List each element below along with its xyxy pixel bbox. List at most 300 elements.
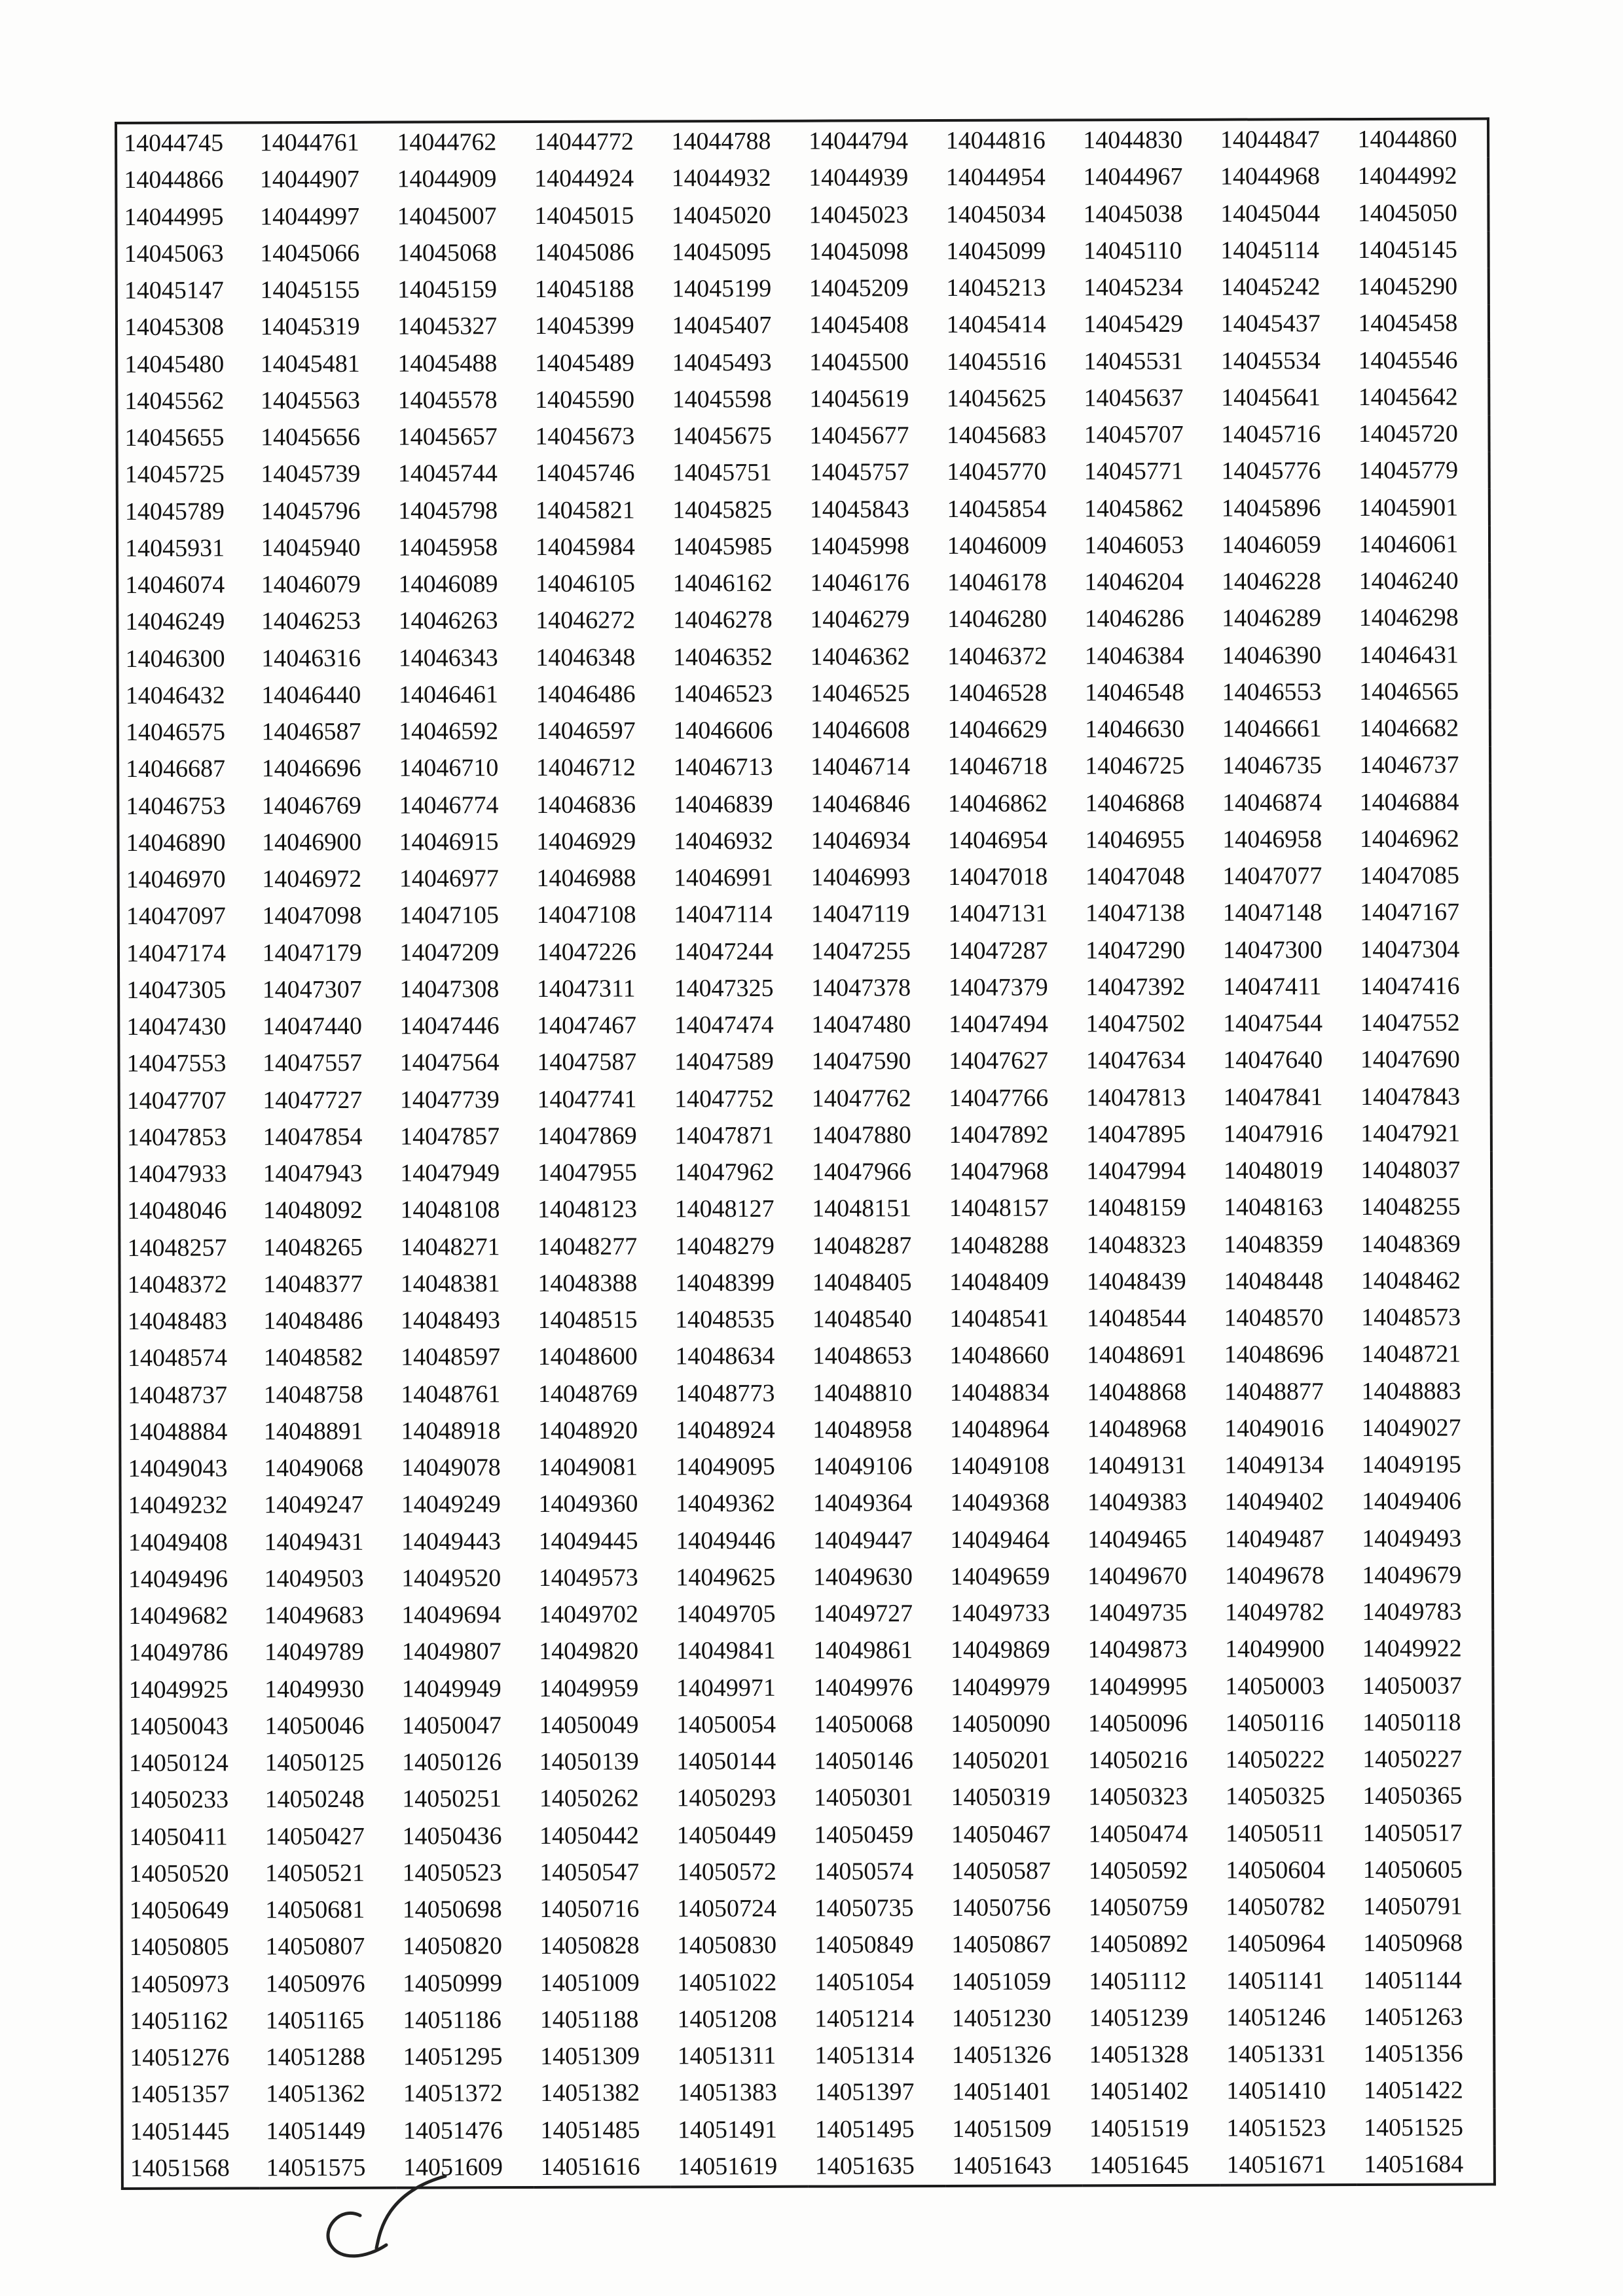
roll-number-cell: 14045625 [946,384,1046,412]
roll-number-cell: 14051519 [1089,2114,1189,2142]
roll-number-cell: 14050126 [401,1748,502,1776]
roll-number-cell: 14045677 [809,422,909,450]
roll-number-cell: 14045500 [809,348,909,376]
roll-number-cell: 14045843 [809,495,909,524]
roll-number-cell: 14048388 [538,1269,638,1297]
roll-number-cell: 14049925 [128,1676,228,1704]
roll-number-cell: 14046884 [1359,788,1459,816]
roll-number-cell: 14050139 [539,1748,639,1776]
roll-number-cell: 14046362 [810,642,910,671]
roll-number-cell: 14047869 [537,1122,637,1150]
roll-number-cell: 14046548 [1084,678,1184,707]
roll-number-cell: 14048277 [538,1232,638,1261]
roll-number-cell: 14051328 [1089,2040,1189,2069]
roll-number-cell: 14049134 [1224,1451,1324,1479]
roll-number-cell: 14048288 [949,1231,1049,1259]
roll-number-cell: 14048737 [128,1381,228,1409]
roll-number-cell: 14046977 [399,865,499,893]
roll-number-cell: 14046839 [673,790,773,818]
roll-number-cell: 14046962 [1359,825,1459,853]
table-row [119,1262,1491,1303]
roll-number-cell: 14051357 [130,2080,230,2109]
table-row [119,967,1491,1009]
table-row [120,1630,1493,1672]
roll-number-cell: 14051230 [951,2004,1051,2032]
roll-number-cell: 14049971 [676,1674,776,1702]
roll-number-cell: 14050681 [265,1895,365,1924]
roll-number-cell: 14045641 [1221,384,1321,412]
table-row [122,1925,1494,1966]
roll-number-cell: 14047892 [949,1121,1049,1149]
roll-number-table [115,117,1496,2190]
roll-number-cell: 14051239 [1089,2003,1189,2032]
roll-number-cell: 14050003 [1225,1672,1325,1700]
roll-number-cell: 14047378 [811,974,911,1002]
roll-number-cell: 14046696 [261,755,361,783]
roll-number-cell: 14050587 [951,1857,1051,1885]
roll-number-cell: 14048265 [263,1233,363,1261]
roll-number-cell: 14048541 [949,1304,1049,1333]
roll-number-cell: 14049027 [1361,1414,1461,1442]
roll-number-cell: 14045209 [809,274,909,302]
roll-number-cell: 14047943 [263,1159,363,1188]
roll-number-cell: 14047968 [949,1157,1049,1186]
roll-number-cell: 14050592 [1088,1856,1188,1885]
roll-number-cell: 14045940 [261,533,361,562]
roll-number-cell: 14048810 [812,1378,913,1407]
roll-number-cell: 14049678 [1224,1562,1324,1590]
table-row [119,857,1491,898]
roll-number-cell: 14045776 [1221,457,1321,486]
roll-number-cell: 14051356 [1363,2039,1463,2068]
roll-number-cell: 14046278 [672,606,773,634]
roll-number-cell: 14045488 [397,349,498,378]
roll-number-cell: 14048369 [1360,1230,1461,1258]
roll-number-cell: 14044997 [259,202,360,230]
roll-number-cell: 14045489 [534,349,635,377]
roll-number-cell: 14048535 [675,1305,775,1334]
roll-number-cell: 14049976 [813,1673,913,1702]
roll-number-cell: 14046714 [811,753,911,781]
roll-number-cell: 14049247 [264,1491,364,1519]
roll-number-cell: 14048769 [538,1380,638,1408]
roll-number-cell: 14048483 [127,1307,227,1336]
roll-number-cell: 14045725 [124,460,225,489]
roll-number-cell: 14045099 [946,237,1046,265]
roll-number-cell: 14045931 [124,534,225,562]
roll-number-cell: 14046565 [1359,677,1459,706]
roll-number-cell: 14044745 [124,129,224,157]
roll-number-cell: 14046525 [810,679,910,708]
roll-number-cell: 14050867 [951,1930,1051,1959]
roll-number-cell: 14050791 [1362,1892,1463,1921]
roll-number-cell: 14050251 [402,1785,502,1813]
table-row [119,1004,1491,1045]
table-row [116,194,1488,236]
roll-number-cell: 14051485 [540,2116,640,2144]
roll-number-cell: 14046253 [261,607,361,636]
roll-number-cell: 14051476 [403,2116,503,2145]
roll-number-cell: 14050118 [1362,1708,1461,1736]
roll-number-cell: 14049465 [1087,1525,1188,1553]
roll-number-cell: 14046954 [947,826,1048,854]
roll-number-cell: 14046009 [947,531,1047,560]
roll-number-cell: 14047430 [126,1013,227,1041]
roll-number-cell: 14048721 [1361,1340,1461,1369]
roll-number-cell: 14046915 [399,827,499,856]
table-row [118,820,1490,861]
roll-number-cell: 14047871 [674,1121,775,1150]
roll-number-cell: 14049443 [401,1527,501,1556]
roll-number-cell: 14045480 [124,350,225,378]
roll-number-cell: 14047440 [262,1012,363,1041]
roll-number-cell: 14045023 [809,200,909,229]
roll-number-cell: 14050756 [951,1893,1051,1922]
roll-number-cell: 14051362 [265,2080,366,2108]
roll-number-cell: 14049959 [539,1674,639,1702]
roll-number-cell: 14045199 [672,274,772,303]
roll-number-cell: 14046988 [536,864,636,893]
roll-number-cell: 14047308 [399,975,500,1003]
roll-number-cell: 14051311 [677,2041,776,2070]
roll-number-cell: 14048123 [537,1195,638,1224]
roll-number-cell: 14044968 [1220,162,1321,191]
roll-number-cell: 14046316 [261,644,361,672]
roll-number-cell: 14047048 [1085,862,1185,891]
roll-number-cell: 14044830 [1083,126,1183,154]
table-row [117,415,1489,456]
roll-number-cell: 14046280 [947,605,1048,634]
roll-number-cell: 14047446 [399,1012,500,1040]
roll-number-cell: 14045213 [946,274,1046,302]
roll-number-cell: 14047097 [126,902,226,931]
roll-number-cell: 14046105 [535,569,636,598]
roll-number-cell: 14049782 [1224,1598,1324,1626]
table-row [122,1998,1494,2039]
roll-number-cell: 14045458 [1358,309,1458,338]
roll-number-cell: 14045437 [1220,310,1321,338]
roll-number-cell: 14051643 [952,2151,1052,2180]
roll-number-cell: 14050248 [264,1785,365,1814]
roll-number-cell: 14045110 [1083,236,1182,265]
roll-number-cell: 14045319 [260,313,360,341]
roll-number-cell: 14049820 [539,1637,639,1666]
roll-number-cell: 14045796 [261,497,361,525]
roll-number-cell: 14046059 [1221,531,1321,559]
roll-number-cell: 14051112 [1089,1967,1187,1995]
roll-number-cell: 14051144 [1363,1966,1462,1994]
table-row [116,158,1488,199]
roll-number-cell: 14051575 [266,2154,366,2182]
roll-number-cell: 14050233 [128,1785,229,1814]
table-row [120,1336,1492,1377]
roll-number-cell: 14044847 [1220,125,1320,154]
roll-number-cell: 14050735 [814,1894,914,1922]
roll-number-cell: 14046440 [261,681,361,709]
roll-number-cell: 14045546 [1358,346,1458,374]
roll-number-cell: 14049841 [676,1637,776,1665]
roll-number-cell: 14046932 [673,827,773,855]
roll-number-cell: 14047226 [536,938,636,966]
roll-number-cell: 14047813 [1085,1083,1186,1111]
roll-number-cell: 14048573 [1361,1303,1461,1332]
roll-number-cell: 14044794 [809,126,909,155]
roll-number-cell: 14051288 [265,2043,365,2072]
roll-number-cell: 14045020 [671,201,771,229]
roll-number-cell: 14047895 [1085,1120,1186,1149]
roll-number-cell: 14045716 [1221,420,1321,448]
table-row [121,1851,1493,1892]
roll-number-cell: 14046461 [398,680,499,709]
roll-number-cell: 14050365 [1362,1782,1463,1810]
roll-number-cell: 14049979 [951,1673,1051,1701]
roll-number-cell: 14049447 [812,1526,913,1554]
roll-number-cell: 14046178 [947,568,1047,597]
table-row [119,1078,1491,1119]
roll-number-cell: 14050449 [676,1821,776,1849]
roll-number-cell: 14049683 [264,1601,364,1630]
roll-number-cell: 14046240 [1359,567,1459,596]
roll-number-cell: 14046352 [672,643,773,671]
roll-number-cell: 14049807 [401,1638,501,1666]
roll-number-cell: 14051186 [403,2005,501,2034]
roll-number-cell: 14047287 [948,937,1048,965]
roll-number-cell: 14044939 [809,164,909,192]
roll-number-cell: 14047627 [949,1047,1049,1075]
table-row [120,1667,1493,1708]
roll-number-cell: 14051059 [951,1967,1051,1996]
roll-number-cell: 14044772 [534,128,634,156]
roll-number-cell: 14048868 [1087,1378,1187,1406]
roll-number-cell: 14045598 [672,385,772,414]
roll-number-cell: 14048448 [1224,1267,1324,1295]
roll-number-cell: 14047553 [126,1049,227,1078]
roll-number-cell: 14045242 [1220,273,1321,301]
roll-number-cell: 14049496 [128,1565,228,1593]
table-row [117,600,1489,641]
roll-number-cell: 14045675 [672,422,772,450]
table-row [122,2109,1495,2150]
table-row [120,1446,1492,1487]
roll-number-cell: 14051619 [678,2153,778,2181]
roll-number-cell: 14046890 [126,829,226,857]
roll-number-cell: 14047307 [262,975,362,1004]
roll-number-cell: 14049659 [950,1562,1050,1590]
roll-number-cell: 14046298 [1359,603,1459,632]
roll-number-cell: 14048761 [401,1380,501,1408]
roll-number-cell: 14045086 [534,238,634,266]
roll-number-cell: 14045399 [534,312,634,340]
roll-number-cell: 14051645 [1089,2151,1190,2179]
roll-number-cell: 14051671 [1226,2151,1326,2179]
roll-number-cell: 14045034 [945,200,1046,228]
roll-number-cell: 14046390 [1222,641,1322,670]
roll-number-cell: 14048409 [949,1268,1049,1296]
roll-number-cell: 14051383 [677,2079,777,2107]
roll-number-cell: 14049446 [676,1526,776,1554]
roll-number-cell: 14046074 [125,571,225,600]
roll-number-cell: 14045901 [1359,493,1459,522]
roll-number-cell: 14050116 [1225,1709,1324,1737]
roll-number-cell: 14047853 [126,1123,227,1151]
roll-number-cell: 14049131 [1087,1451,1187,1480]
roll-number-cell: 14051397 [814,2078,915,2106]
table-row [117,378,1489,420]
roll-number-cell: 14048574 [127,1344,228,1372]
table-row [120,1556,1493,1598]
roll-number-cell: 14049249 [401,1490,501,1518]
roll-number-cell: 14051372 [403,2079,503,2108]
roll-number-cell: 14047325 [674,974,774,1003]
roll-number-cell: 14046289 [1222,604,1322,633]
roll-number-cell: 14047474 [674,1011,774,1039]
roll-number-cell: 14047411 [1222,973,1322,1001]
roll-number-cell: 14050049 [539,1711,639,1739]
roll-number-cell: 14049949 [401,1674,501,1703]
roll-number-cell: 14050547 [539,1858,640,1886]
roll-number-cell: 14051445 [130,2117,230,2145]
roll-number-cell: 14048924 [675,1416,775,1444]
table-row [119,894,1491,935]
roll-number-cell: 14050511 [1225,1819,1324,1848]
roll-number-cell: 14046661 [1222,715,1322,743]
roll-number-cell: 14048696 [1224,1340,1324,1369]
roll-number-cell: 14050037 [1362,1672,1462,1700]
roll-number-cell: 14048834 [949,1378,1049,1407]
roll-number-cell: 14050144 [676,1747,776,1776]
roll-number-cell: 14048127 [674,1195,775,1223]
roll-number-cell: 14051295 [403,2043,503,2071]
roll-number-cell: 14051314 [814,2041,915,2070]
roll-number-cell: 14051402 [1089,2077,1189,2106]
roll-number-cell: 14050572 [676,1857,776,1886]
roll-number-cell: 14050517 [1362,1819,1463,1847]
roll-number-cell: 14047392 [1085,973,1186,1001]
roll-number-cell: 14049900 [1225,1635,1325,1664]
roll-number-cell: 14047305 [126,976,227,1004]
roll-number-cell: 14048159 [1086,1194,1186,1222]
roll-number-cell: 14046279 [810,605,910,634]
roll-number-cell: 14047544 [1223,1009,1323,1037]
table-row [117,489,1489,530]
roll-number-cell: 14045147 [124,276,224,305]
roll-number-cell: 14048271 [400,1232,500,1261]
roll-number-cell: 14045095 [671,238,772,266]
roll-number-cell: 14045673 [535,422,635,451]
roll-number-cell: 14046718 [947,752,1048,781]
roll-number-cell: 14046737 [1359,751,1459,780]
roll-number-cell: 14050968 [1363,1929,1463,1958]
roll-number-cell: 14046523 [673,679,773,708]
roll-number-cell: 14048773 [675,1379,775,1407]
roll-number-cell: 14050047 [401,1711,501,1740]
roll-number-cell: 14049106 [812,1452,913,1480]
roll-number-cell: 14047690 [1360,1045,1460,1074]
table-row [121,1778,1493,1819]
roll-number-cell: 14050849 [814,1931,914,1959]
roll-number-cell: 14046713 [673,753,773,781]
roll-number-cell: 14045481 [260,350,360,378]
roll-number-cell: 14050323 [1088,1783,1188,1811]
roll-number-cell: 14045007 [397,202,497,230]
table-row [121,1740,1493,1782]
roll-number-cell: 14047379 [948,973,1048,1001]
roll-number-cell: 14046384 [1084,641,1184,670]
table-row [121,1888,1493,1929]
roll-number-cell: 14047290 [1085,936,1186,964]
roll-number-cell: 14046774 [399,791,499,819]
roll-number-cell: 14049108 [949,1452,1050,1480]
roll-number-cell: 14049068 [263,1454,364,1482]
roll-number-cell: 14046874 [1222,788,1322,817]
roll-number-cell: 14050716 [539,1895,640,1924]
roll-number-cell: 14046972 [262,865,362,893]
roll-number-cell: 14049922 [1362,1634,1462,1663]
roll-number-cell: 14046725 [1085,752,1185,780]
table-row [120,1520,1493,1561]
roll-number-cell: 14049406 [1361,1487,1462,1516]
roll-number-cell: 14048570 [1224,1304,1324,1332]
roll-number-cell: 14046528 [947,679,1048,707]
roll-number-cell: 14048582 [263,1344,363,1372]
roll-number-cell: 14049625 [676,1563,776,1592]
roll-number-cell: 14048634 [675,1342,775,1371]
roll-number-cell: 14047854 [263,1122,363,1151]
roll-number-cell: 14045414 [946,310,1046,339]
roll-number-cell: 14045407 [672,312,772,340]
roll-number-cell: 14046687 [126,755,226,783]
roll-number-cell: 14049232 [128,1491,228,1520]
roll-number-cell: 14049861 [813,1636,913,1664]
roll-number-cell: 14046486 [536,680,636,708]
roll-number-cell: 14050436 [402,1821,502,1850]
roll-number-cell: 14050125 [264,1748,365,1777]
roll-number-cell: 14049735 [1087,1598,1188,1627]
roll-number-cell: 14049364 [812,1489,913,1517]
roll-number-cell: 14050293 [676,1784,776,1812]
roll-number-cell: 14049786 [128,1638,228,1667]
roll-number-cell: 14047843 [1360,1083,1461,1111]
roll-number-cell: 14051449 [266,2117,366,2145]
roll-number-cell: 14051568 [130,2154,230,2183]
roll-number-cell: 14051022 [677,1968,777,1996]
roll-number-cell: 14044995 [124,203,224,231]
roll-number-cell: 14050262 [539,1784,639,1813]
table-row [121,1704,1493,1745]
roll-number-cell: 14046836 [536,791,636,819]
roll-number-cell: 14049873 [1087,1636,1188,1664]
roll-number-cell: 14051141 [1226,1966,1325,1995]
roll-number-cell: 14045531 [1084,347,1184,375]
roll-number-cell: 14046592 [399,717,499,745]
roll-number-cell: 14051525 [1363,2113,1464,2142]
table-row [119,931,1491,972]
roll-number-cell: 14046228 [1221,567,1322,596]
roll-number-cell: 14044954 [945,163,1046,192]
roll-number-cell: 14045516 [946,348,1046,376]
roll-number-cell: 14045038 [1083,200,1183,228]
roll-number-cell: 14049503 [264,1564,364,1593]
roll-number-cell: 14049930 [264,1675,365,1703]
roll-number-cell: 14047880 [811,1121,911,1149]
roll-number-cell: 14050054 [676,1710,776,1739]
table-row [120,1409,1492,1450]
roll-number-cell: 14045234 [1083,273,1184,302]
roll-number-cell: 14048544 [1086,1304,1186,1333]
roll-number-cell: 14044924 [534,164,634,193]
roll-number-cell: 14048405 [812,1268,912,1297]
roll-number-cell: 14049727 [813,1600,913,1628]
